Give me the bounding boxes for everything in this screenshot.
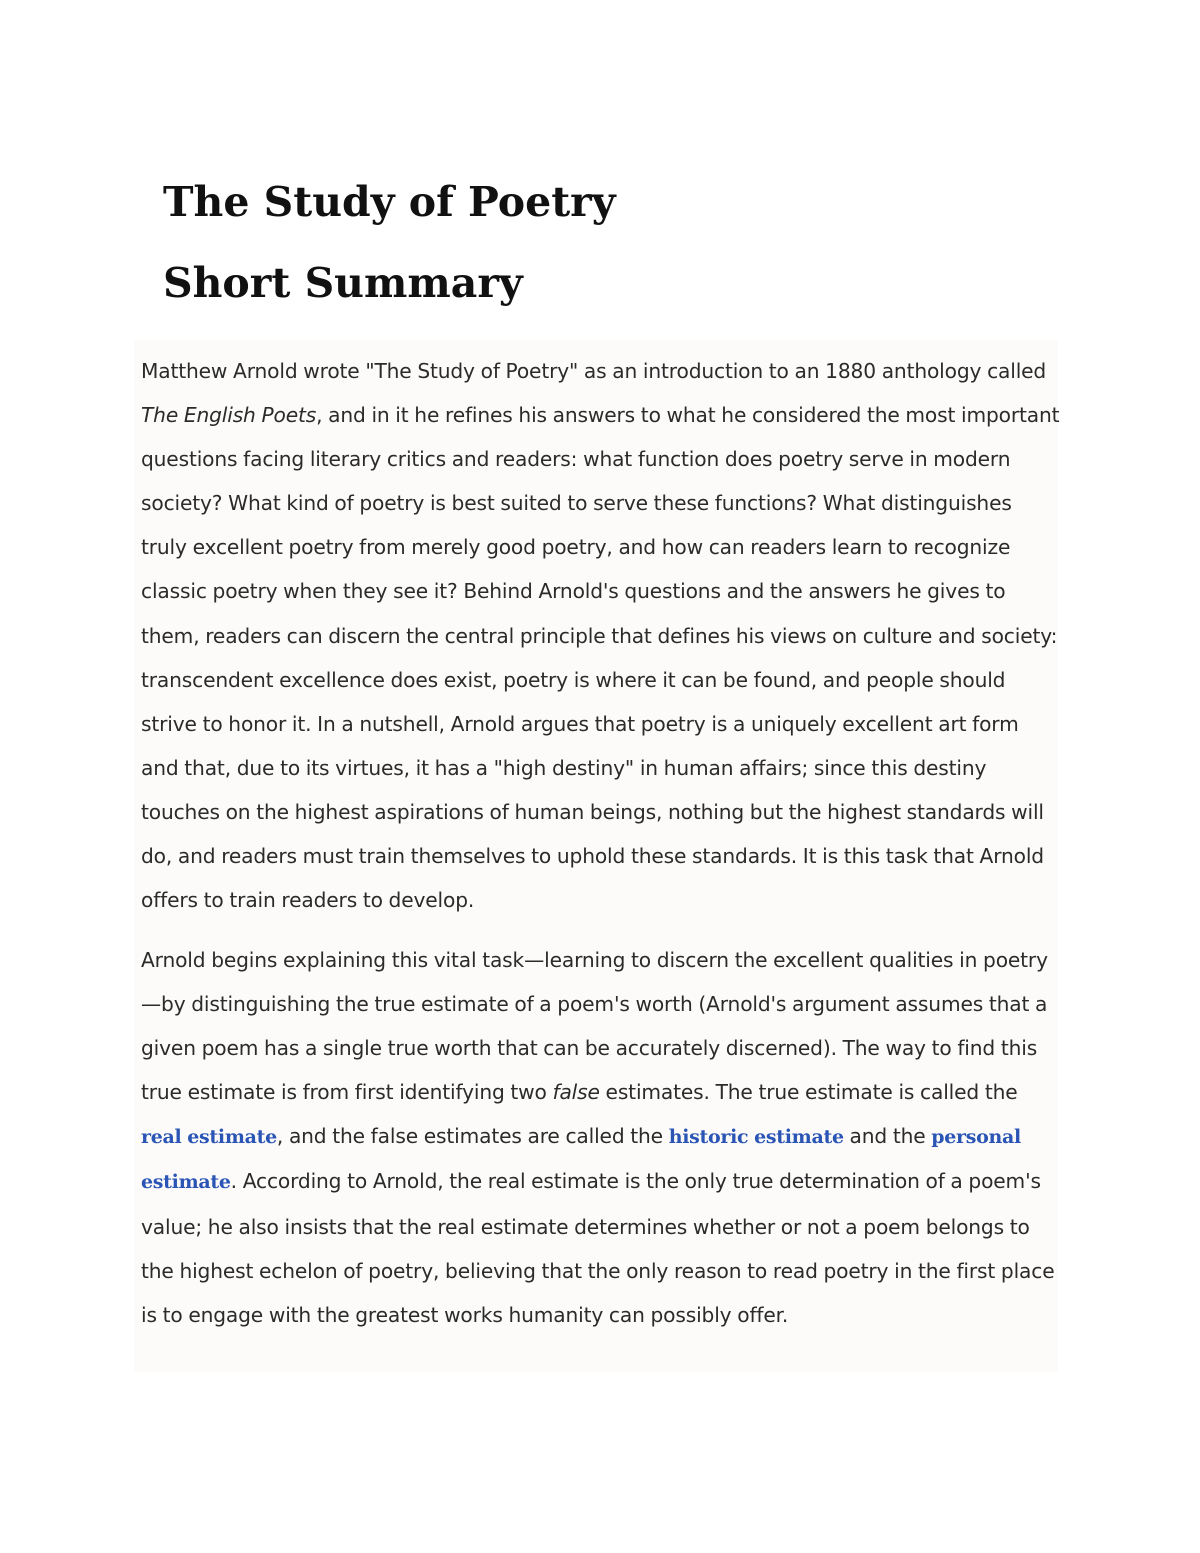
term-link-personal-estimate[interactable]: personal estimate [141,1126,1021,1194]
paragraph-2-text-e: . According to Arnold, the real estimate is the only true determination of a poem's value; he also insists that the real estimate determines whether or not a poem belongs to the highest echelon of poetry, believing that the only reason to read poetry in the first place is to engage with the greatest works humanity can possibly offer. [141,1169,1055,1327]
paragraph-2-text-b: estimates. The true estimate is called the [599,1080,1018,1105]
book-title: The English Poets [141,403,317,428]
paragraph-2-text-a: Arnold begins explaining this vital task—learning to discern the excellent qualities in poetry—by distinguishing the true estimate of a poem's worth (Arnold's argument assumes that a given poem has a single true worth that can be accurately discerned). The way to find this true estimate is from first identifying two [141,948,1048,1105]
paragraph-1-text-b: , and in it he refines his answers to what he considered the most important questions facing literary critics and readers: what function does poetry serve in modern society? What kind of poetry is best suited to serve these functions? What distinguishes truly excellent poetry from merely good poetry, and how can readers learn to recognize classic poetry when they see it? Behind Arnold's questions and the answers he gives to them, readers can discern the central principle that defines his views on culture and society: transcendent excellence does exist, poetry is where it can be found, and people should strive to honor it. In a nutshell, Arnold argues that poetry is a uniquely excellent art form and that, due to its virtues, it has a "high destiny" in human affairs; since this destiny touches on the highest aspirations of human beings, nothing but the highest standards will do, and readers must train themselves to uphold these standards. It is this task that Arnold offers to train readers to develop. [141,403,1060,913]
false-emphasis: false [552,1080,600,1105]
term-link-real-estimate[interactable]: real estimate [141,1126,277,1149]
summary-paragraph-2 [141,938,1061,1337]
summary-paragraph-1 [141,349,1061,922]
paragraph-1-text-a: Matthew Arnold wrote "The Study of Poetry" as an introduction to an 1880 anthology called [141,359,1047,383]
term-link-historic-estimate[interactable]: historic estimate [668,1126,844,1149]
paragraph-2-text-d: and the [843,1124,932,1149]
document-subtitle: Short Summary [163,259,523,307]
paragraph-2-text-c: , and the false estimates are called the [276,1124,669,1149]
document-title: The Study of Poetry [163,178,616,226]
